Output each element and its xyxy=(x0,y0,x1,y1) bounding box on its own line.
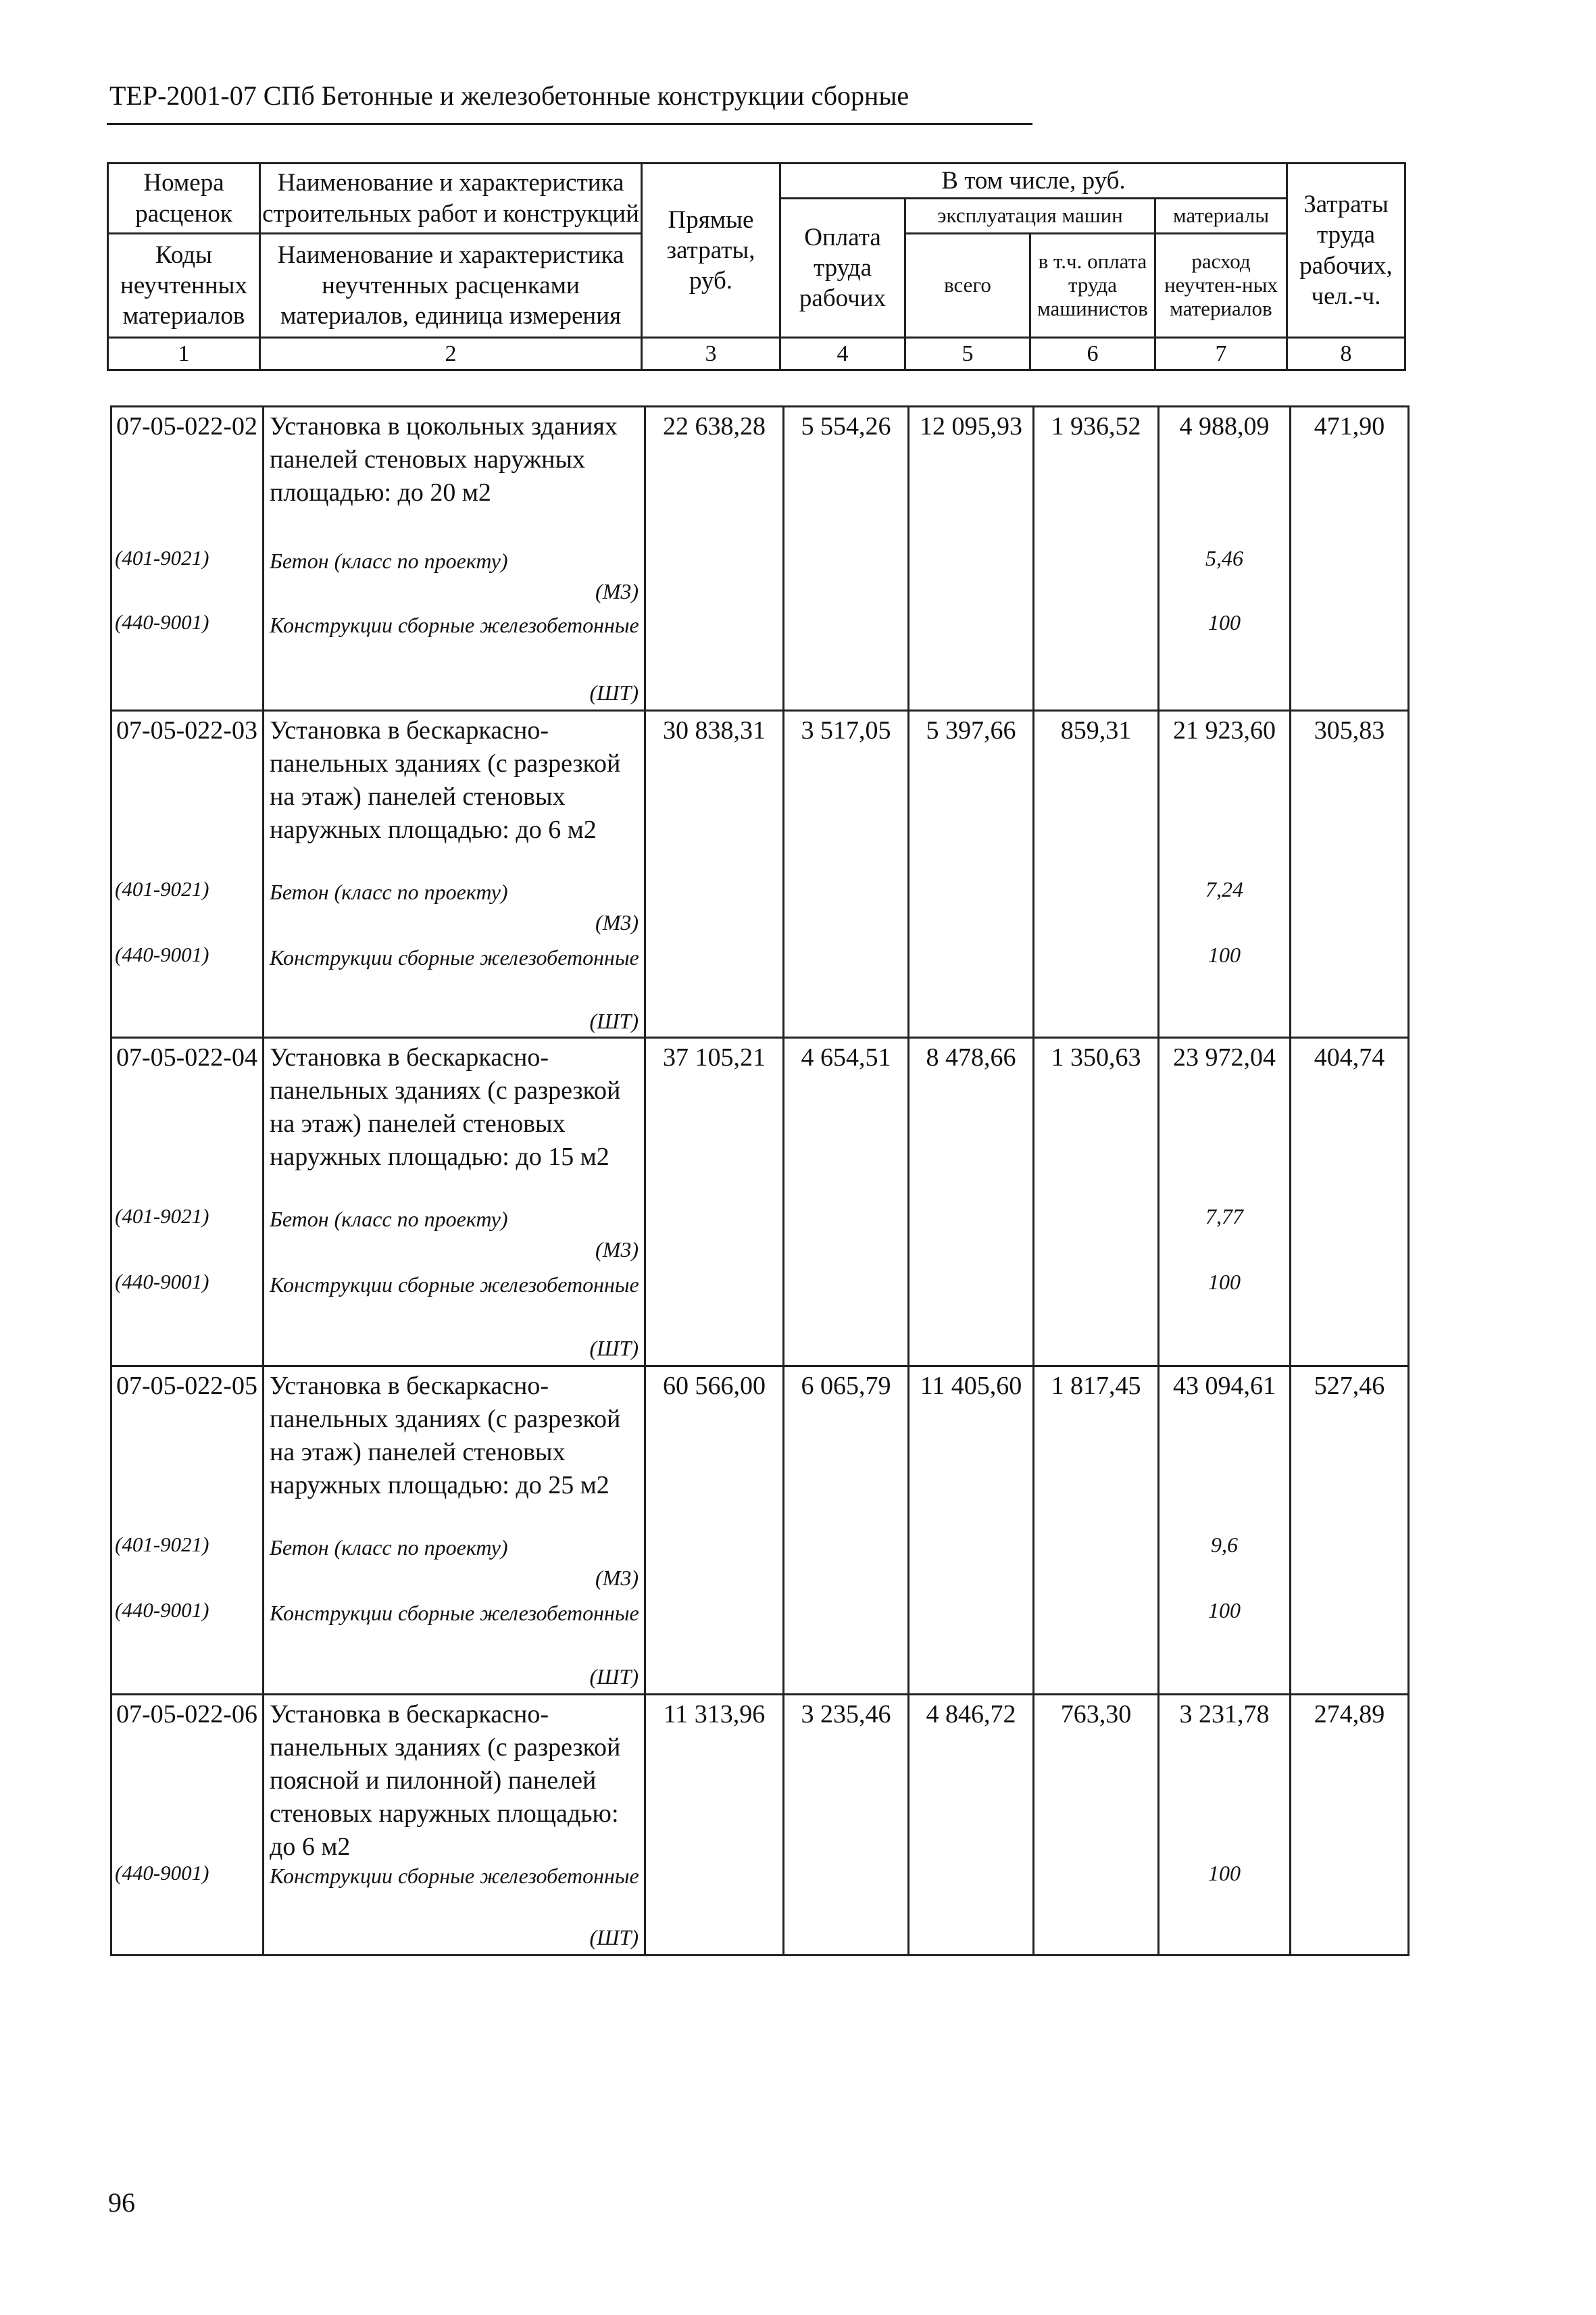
machinist-pay: 1 817,45 xyxy=(1051,1372,1141,1400)
material-unit: (М3) xyxy=(595,1566,639,1590)
labor-pay: 6 065,79 xyxy=(801,1372,891,1400)
material-name: Бетон (класс по проекту) xyxy=(270,1535,508,1560)
material-code: (440-9001) xyxy=(115,1861,209,1885)
page-number: 96 xyxy=(108,2187,135,2218)
table-row xyxy=(111,1038,1409,1366)
material-consumption: 7,24 xyxy=(1205,877,1243,901)
machinist-pay: 1 936,52 xyxy=(1051,412,1141,441)
column-number: 1 xyxy=(108,338,260,370)
rate-code: 07-05-022-05 xyxy=(116,1372,257,1400)
header-machinist-pay: в т.ч. оплата труда машинистов xyxy=(1030,234,1155,338)
material-name: Конструкции сборные железобетонные xyxy=(270,613,639,637)
machinist-pay: 1 350,63 xyxy=(1051,1043,1141,1072)
rate-code: 07-05-022-03 xyxy=(116,716,257,745)
material-code: (440-9001) xyxy=(115,610,209,634)
material-consumption: 100 xyxy=(1208,1861,1241,1885)
column-number: 4 xyxy=(780,338,905,370)
rate-code: 07-05-022-02 xyxy=(116,412,257,441)
materials-cost: 4 988,09 xyxy=(1179,412,1270,441)
materials-cost: 21 923,60 xyxy=(1173,716,1276,745)
direct-costs: 11 313,96 xyxy=(663,1700,766,1728)
work-description: Установка в бескаркасно-панельных зданиях (с разрезкой на этаж) панелей стеновых наружных площадью: до 25 м2 xyxy=(270,1372,621,1499)
table-row xyxy=(111,711,1409,1038)
material-unit: (М3) xyxy=(595,910,639,935)
header-including: В том числе, руб. xyxy=(780,164,1287,199)
machinist-pay: 859,31 xyxy=(1060,716,1132,745)
materials-cost: 3 231,78 xyxy=(1179,1700,1270,1728)
header-labor-hours: Затраты труда рабочих, чел.-ч. xyxy=(1287,164,1405,338)
rate-code: 07-05-022-04 xyxy=(116,1043,257,1072)
work-description: Установка в бескаркасно-панельных зданиях (с разрезкой на этаж) панелей стеновых наружных площадью: до 15 м2 xyxy=(270,1043,621,1171)
machine-total: 5 397,66 xyxy=(926,716,1016,745)
material-consumption: 100 xyxy=(1208,610,1241,634)
material-name: Бетон (класс по проекту) xyxy=(270,549,508,573)
material-consumption: 5,46 xyxy=(1205,546,1243,570)
material-name: Бетон (класс по проекту) xyxy=(270,1207,508,1231)
work-description: Установка в бескаркасно-панельных зданиях (с разрезкой на этаж) панелей стеновых наружных площадью: до 6 м2 xyxy=(270,716,621,844)
header-machine-operation: эксплуатация машин xyxy=(905,199,1155,234)
machine-total: 8 478,66 xyxy=(926,1043,1016,1072)
machine-total: 11 405,60 xyxy=(920,1372,1022,1400)
machinist-pay: 763,30 xyxy=(1060,1700,1132,1728)
header-labor-pay: Оплата труда рабочих xyxy=(780,199,905,338)
column-number: 7 xyxy=(1155,338,1287,370)
labor-hours: 404,74 xyxy=(1314,1043,1385,1072)
machine-total: 4 846,72 xyxy=(926,1700,1016,1728)
direct-costs: 30 838,31 xyxy=(663,716,766,745)
material-code: (440-9001) xyxy=(115,1270,209,1293)
material-consumption: 9,6 xyxy=(1211,1533,1238,1557)
material-code: (401-9021) xyxy=(115,1204,209,1228)
material-unit: (ШТ) xyxy=(589,1664,639,1689)
table-row xyxy=(111,1695,1409,1956)
column-number: 6 xyxy=(1030,338,1155,370)
machine-total: 12 095,93 xyxy=(920,412,1022,441)
material-consumption: 100 xyxy=(1208,1270,1241,1294)
materials-cost: 43 094,61 xyxy=(1173,1372,1276,1400)
material-consumption: 100 xyxy=(1208,943,1241,967)
material-name: Конструкции сборные железобетонные xyxy=(270,1601,639,1625)
column-header-table xyxy=(107,162,1406,371)
material-code: (401-9021) xyxy=(115,546,209,570)
column-number: 5 xyxy=(905,338,1030,370)
header-material-names: Наименование и характеристика неучтенных расценками материалов, единица измерения xyxy=(260,234,642,338)
direct-costs: 22 638,28 xyxy=(663,412,766,441)
labor-hours: 527,46 xyxy=(1314,1372,1385,1400)
labor-hours: 274,89 xyxy=(1314,1700,1385,1728)
material-unit: (ШТ) xyxy=(589,1336,639,1360)
material-consumption: 7,77 xyxy=(1205,1204,1243,1228)
work-description: Установка в бескаркасно-панельных зданиях (с разрезкой поясной и пилонной) панелей стеновых наружных площадью: до 6 м2 xyxy=(270,1700,621,1861)
table-row xyxy=(111,407,1409,711)
material-consumption: 100 xyxy=(1208,1598,1241,1622)
direct-costs: 37 105,21 xyxy=(663,1043,766,1072)
header-material-codes: Коды неучтенных материалов xyxy=(108,234,260,338)
material-code: (440-9001) xyxy=(115,1598,209,1622)
material-code: (401-9021) xyxy=(115,1533,209,1556)
labor-pay: 3 235,46 xyxy=(801,1700,891,1728)
material-unit: (ШТ) xyxy=(589,1009,639,1033)
material-code: (440-9001) xyxy=(115,943,209,966)
rates-table xyxy=(110,405,1410,1956)
material-name: Конструкции сборные железобетонные xyxy=(270,945,639,970)
material-unit: (ШТ) xyxy=(589,680,639,705)
material-name: Конструкции сборные железобетонные xyxy=(270,1864,639,1888)
work-description: Установка в цокольных зданиях панелей стеновых наружных площадью: до 20 м2 xyxy=(270,412,618,507)
labor-pay: 5 554,26 xyxy=(801,412,891,441)
header-direct-costs: Прямые затраты, руб. xyxy=(642,164,780,338)
header-rule xyxy=(107,123,1032,125)
rate-code: 07-05-022-06 xyxy=(116,1700,257,1728)
header-materials: материалы xyxy=(1155,199,1287,234)
material-unit: (М3) xyxy=(595,579,639,603)
material-unit: (М3) xyxy=(595,1237,639,1262)
header-unaccounted-materials: расход неучтен-ных материалов xyxy=(1155,234,1287,338)
labor-pay: 4 654,51 xyxy=(801,1043,891,1072)
labor-hours: 471,90 xyxy=(1314,412,1385,441)
column-number: 8 xyxy=(1287,338,1405,370)
material-code: (401-9021) xyxy=(115,877,209,901)
column-number: 2 xyxy=(260,338,642,370)
material-name: Конструкции сборные железобетонные xyxy=(270,1272,639,1297)
materials-cost: 23 972,04 xyxy=(1173,1043,1276,1072)
material-name: Бетон (класс по проекту) xyxy=(270,880,508,904)
table-row xyxy=(111,1366,1409,1695)
header-machine-total: всего xyxy=(905,234,1030,338)
page-header-title: ТЕР-2001-07 СПб Бетонные и железобетонные конструкции сборные xyxy=(109,80,909,111)
labor-hours: 305,83 xyxy=(1314,716,1385,745)
header-rate-numbers: Номера расценок xyxy=(108,164,260,234)
header-work-name: Наименование и характеристика строительных работ и конструкций xyxy=(260,164,642,234)
column-number: 3 xyxy=(642,338,780,370)
material-unit: (ШТ) xyxy=(589,1925,639,1949)
direct-costs: 60 566,00 xyxy=(663,1372,766,1400)
labor-pay: 3 517,05 xyxy=(801,716,891,745)
